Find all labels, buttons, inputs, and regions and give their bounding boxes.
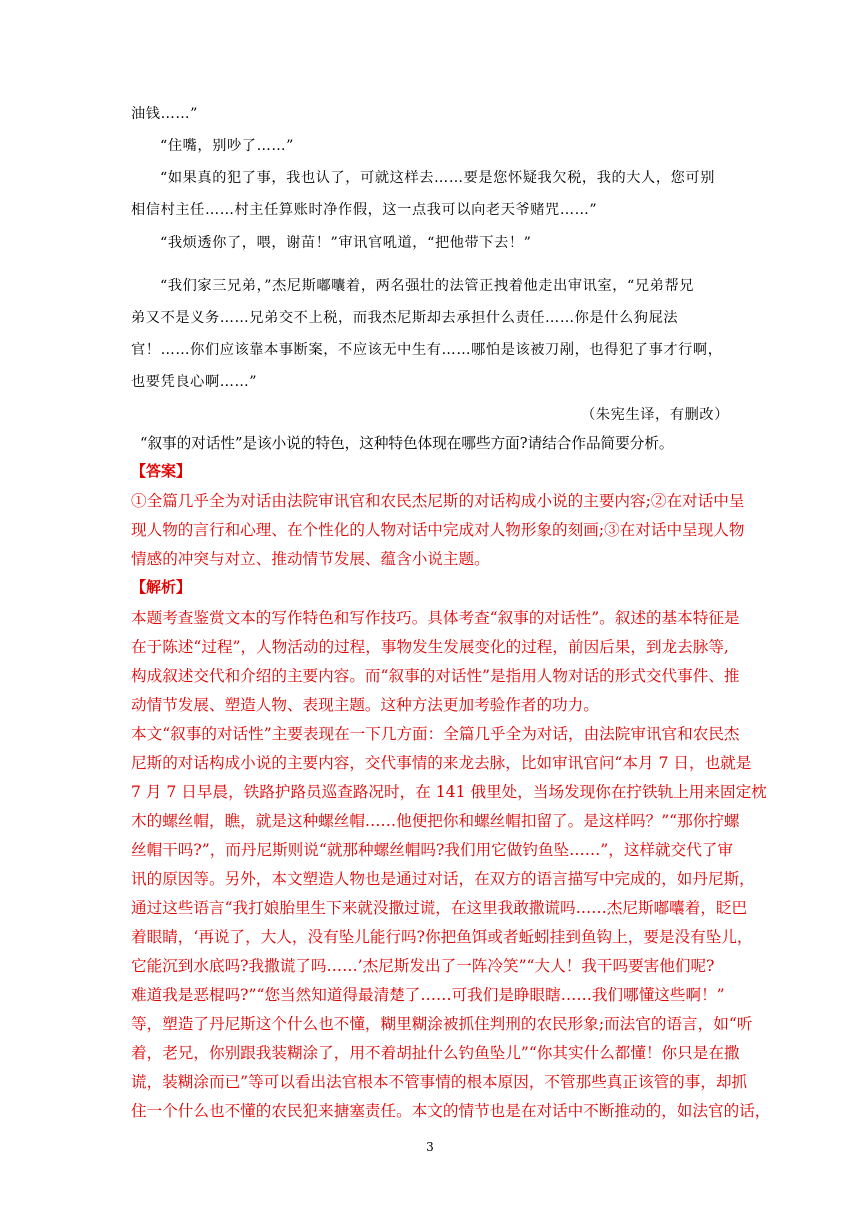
answer-line: 情感的冲突与对立、推动情节发展、蕴含小说主题。 bbox=[131, 550, 490, 568]
passage-line: “我们家三兄弟，”杰尼斯嘟囔着，两名强壮的法管正拽着他走出审讯室，“兄弟帮兄 bbox=[160, 278, 695, 294]
question-text: “叙事的对话性”是该小说的特色，这种特色体现在哪些方面?请结合作品简要分析。 bbox=[140, 435, 674, 452]
passage-line: 油钱……” bbox=[131, 106, 199, 122]
analysis-line: 本题考查鉴赏文本的写作特色和写作技巧。具体考查“叙事的对话性”。叙述的基本特征是 bbox=[131, 609, 740, 627]
analysis-line: 等，塑造了丹尼斯这个什么也不懂，糊里糊涂被抓住判刑的农民形象;而法官的语言，如“听 bbox=[131, 1015, 753, 1033]
answer-line: ①全篇几乎全为对话由法院审讯官和农民杰尼斯的对话构成小说的主要内容;②在对话中呈 bbox=[131, 492, 745, 510]
answer-label: 【答案】 bbox=[131, 462, 192, 480]
answer-line: 现人物的言行和心理、在个性化的人物对话中完成对人物形象的刻画;③在对话中呈现人物 bbox=[131, 521, 745, 539]
analysis-line: 它能沉到水底吗?我撒谎了吗……’杰尼斯发出了一阵冷笑”“大人！我干吗要害他们呢? bbox=[131, 957, 715, 975]
analysis-line: 动情节发展、塑造人物、表现主题。这种方法更加考验作者的功力。 bbox=[131, 696, 599, 714]
passage-line: 相信村主任……村主任算账时净作假，这一点我可以向老天爷赌咒……” bbox=[131, 202, 598, 218]
analysis-line: 丝帽干吗?”，而丹尼斯则说“就那种螺丝帽吗?我们用它做钓鱼坠……”，这样就交代了审 bbox=[131, 841, 734, 859]
analysis-line: 7 月 7 日早晨，铁路护路员巡查路况时，在 141 俄里处，当场发现你在拧铁轨上用来固定枕 bbox=[131, 783, 767, 801]
analysis-label: 【解析】 bbox=[131, 578, 192, 596]
passage-line: “如果真的犯了事，我也认了，可就这样去……要是您怀疑我欠税，我的大人，您可别 bbox=[160, 170, 715, 186]
analysis-line: 讯的原因等。另外，本文塑造人物也是通过对话，在双方的语言描写中完成的，如丹尼斯， bbox=[131, 870, 755, 888]
passage-line: 官！……你们应该靠本事断案，不应该无中生有……哪怕是该被刀剐，也得犯了事才行啊， bbox=[131, 342, 723, 358]
analysis-line: 木的螺丝帽，瞧，就是这种螺丝帽……他便把你和螺丝帽扣留了。是这样吗？”“那你拧螺 bbox=[131, 812, 740, 830]
analysis-line: 尼斯的对话构成小说的主要内容，交代事情的来龙去脉，比如审讯官问“本月 7 日，也就是 bbox=[131, 754, 752, 772]
analysis-line: 谎，装糊涂而已”等可以看出法官根本不管事情的根本原因，不管那些真正该管的事，却抓 bbox=[131, 1073, 748, 1091]
passage-line: 弟又不是义务……兄弟交不上税，而我杰尼斯却去承担什么责任……你是什么狗屁法 bbox=[131, 310, 679, 326]
analysis-line: 通过这些语言“我打娘胎里生下来就没撒过谎，在这里我敢撒谎吗……杰尼斯嘟囔着，眨巴 bbox=[131, 899, 748, 917]
analysis-line: 构成叙述交代和介绍的主要内容。而“叙事的对话性”是指用人物对话的形式交代事件、推 bbox=[131, 667, 740, 685]
analysis-line: 难道我是恶棍吗?”“您当然知道得最清楚了……可我们是睁眼瞎……我们哪懂这些啊！” bbox=[131, 986, 725, 1004]
analysis-line: 本文“叙事的对话性”主要表现在一下几方面：全篇几乎全为对话，由法院审讯官和农民杰 bbox=[131, 725, 740, 743]
passage-line: 也要凭良心啊……” bbox=[131, 374, 258, 390]
analysis-line: 着，老兄，你别跟我装糊涂了，用不着胡扯什么钓鱼坠儿”“你其实什么都懂！你只是在撒 bbox=[131, 1044, 740, 1062]
page-number: 3 bbox=[426, 1140, 434, 1154]
passage-line: “住嘴，别吵了……” bbox=[160, 138, 295, 154]
analysis-line: 住一个什么也不懂的农民犯来搪塞责任。本文的情节也是在对话中不断推动的，如法官的话， bbox=[131, 1102, 771, 1120]
analysis-line: 着眼睛，‘再说了，大人，没有坠儿能行吗?你把鱼饵或者蚯蚓挂到鱼钩上，要是没有坠儿， bbox=[131, 928, 753, 946]
analysis-line: 在于陈述“过程”，人物活动的过程，事物发生发展变化的过程，前因后果，到龙去脉等, bbox=[131, 638, 729, 656]
passage-line: “我烦透你了，喂，谢苗！”审讯官吼道，“把他带下去！” bbox=[160, 235, 532, 251]
passage-source: （朱宪生译，有删改） bbox=[581, 407, 729, 423]
